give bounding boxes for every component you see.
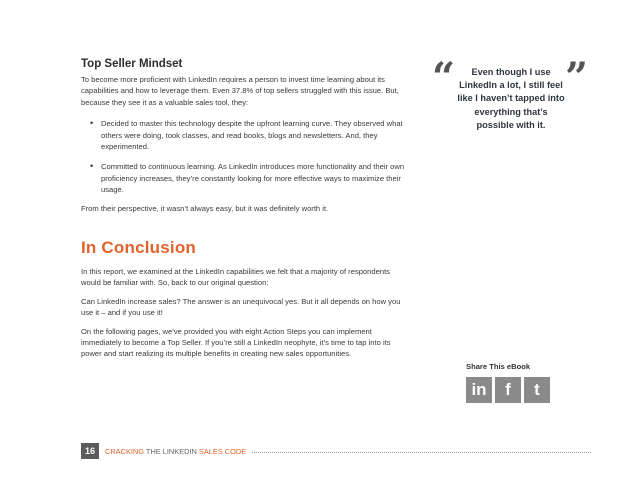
facebook-icon[interactable]: f: [495, 377, 521, 403]
footer-title-accent: CRACKING: [105, 446, 145, 456]
conclusion-paragraph: On the following pages, we’ve provided you with eight Action Steps you can implement immediately to become a Top Seller. If you’re still a LinkedIn neophyte, it’s time to tap into its power and start realizing its multiple benefits in creating new sales opportunities.: [81, 326, 391, 359]
list-item: • Committed to continuous learning. As LinkedIn introduces more functionality and their own proficiency increases, they’re constantly looking for more effective ways to maximize their usage.: [81, 161, 411, 195]
intro-paragraph: To become more proficient with LinkedIn requires a person to invest time learning about its capabilities and how to leverage them. Even 37.8% of top sellers struggled with this issue. But, because they see it as a valuable sales tool, they:: [81, 75, 399, 107]
open-quote-icon: “: [432, 54, 456, 101]
footer-title-accent: SALES CODE: [198, 446, 247, 456]
page-number: 16: [81, 443, 99, 459]
list-item: • Decided to master this technology despite the upfront learning curve. They observed what others were doing, took classes, and read books, blogs and newsletters. And, they experimented.: [81, 118, 411, 152]
conclusion-heading: In Conclusion: [81, 238, 196, 257]
conclusion-paragraph: Can LinkedIn increase sales? The answer is an unequivocal yes. But it all depends on how you use it – and if you use it!: [81, 296, 401, 318]
conclusion-paragraph: In this report, we examined at the LinkedIn capabilities we felt that a majority of respondents would be familiar with. So, back to our original question:: [81, 267, 390, 288]
bullet-list: [81, 118, 411, 195]
quote-text: Even though I use LinkedIn a lot, I still feel like I haven’t tapped into everything that’s possible with it.: [457, 67, 565, 130]
section-heading: Top Seller Mindset: [81, 58, 183, 70]
close-quote-icon: ”: [564, 54, 588, 101]
linkedin-icon[interactable]: in: [466, 377, 492, 403]
top-seller-section: [81, 58, 411, 214]
pull-quote: [430, 54, 590, 158]
footer-title: [105, 447, 246, 456]
conclusion-section: [81, 238, 411, 367]
share-title: Share This eBook: [466, 362, 531, 371]
page-footer: [81, 443, 591, 459]
share-icons: [466, 377, 576, 403]
footer-divider: [252, 452, 591, 453]
footer-title-middle: THE LINKEDIN: [144, 446, 199, 456]
twitter-icon[interactable]: t: [524, 377, 550, 403]
share-panel: [466, 362, 576, 403]
perspective-paragraph: From their perspective, it wasn’t always easy, but it was definitely worth it.: [81, 203, 329, 213]
